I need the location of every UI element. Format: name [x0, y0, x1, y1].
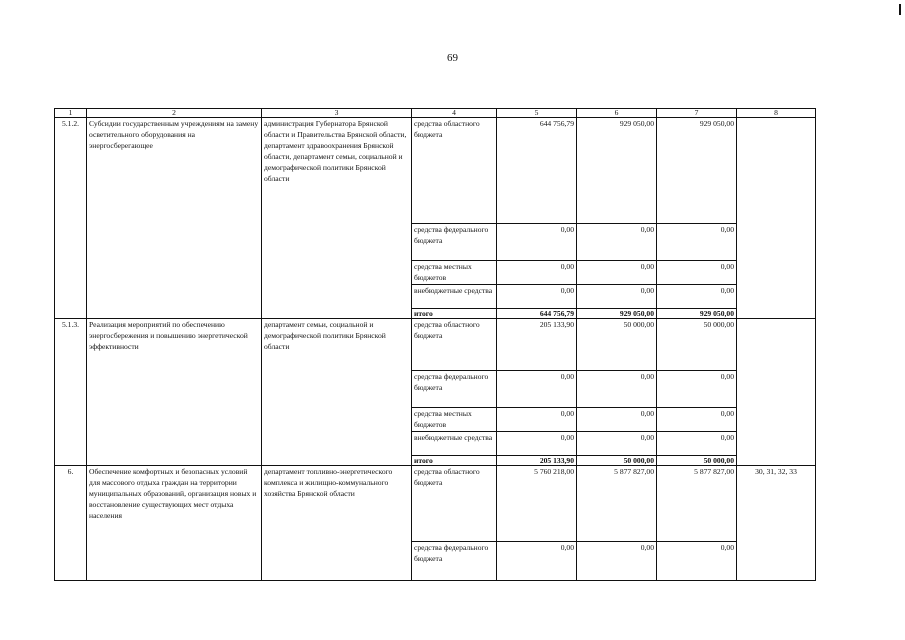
value-col6: 0,00 — [577, 371, 657, 408]
item-number: 5.1.3. — [55, 319, 87, 466]
total-col7: 50 000,00 — [657, 456, 737, 466]
value-col6: 0,00 — [577, 408, 657, 432]
table-row — [55, 466, 816, 542]
funding-source: средства федерального бюджета — [412, 542, 497, 581]
value-col5: 0,00 — [497, 408, 577, 432]
item-indicators — [737, 319, 816, 466]
item-name: Субсидии государственным учреждениям на замену осветительного оборудования на энергосберегающее — [87, 118, 262, 319]
item-name: Обеспечение комфортных и безопасных условий для массового отдыха граждан на территории муниципальных образований, организация новых и восстановление существующих мест отдыха населения — [87, 466, 262, 581]
funding-source: средства федерального бюджета — [412, 224, 497, 261]
item-number: 6. — [55, 466, 87, 581]
header-row — [55, 109, 816, 118]
total-col6: 929 050,00 — [577, 309, 657, 319]
value-col6: 0,00 — [577, 261, 657, 285]
value-col5: 0,00 — [497, 285, 577, 309]
value-col7: 0,00 — [657, 432, 737, 456]
header-cell: 8 — [737, 109, 816, 118]
value-col5: 0,00 — [497, 432, 577, 456]
item-name: Реализация мероприятий по обеспечению энергосбережения и повышению энергетической эффективности — [87, 319, 262, 466]
page-number: 69 — [447, 52, 458, 64]
value-col5: 644 756,79 — [497, 118, 577, 224]
item-indicators — [737, 118, 816, 319]
total-col5: 205 133,90 — [497, 456, 577, 466]
value-col7: 50 000,00 — [657, 319, 737, 371]
item-number: 5.1.2. — [55, 118, 87, 319]
header-cell: 7 — [657, 109, 737, 118]
value-col7: 0,00 — [657, 408, 737, 432]
value-col7: 0,00 — [657, 224, 737, 261]
value-col6: 0,00 — [577, 224, 657, 261]
funding-source: внебюджетные средства — [412, 432, 497, 456]
value-col5: 0,00 — [497, 542, 577, 581]
table-row — [55, 319, 816, 371]
value-col6: 5 877 827,00 — [577, 466, 657, 542]
funding-source: средства областного бюджета — [412, 466, 497, 542]
header-cell: 6 — [577, 109, 657, 118]
edge-mark — [899, 4, 901, 15]
funding-source: средства областного бюджета — [412, 118, 497, 224]
funding-source: средства местных бюджетов — [412, 261, 497, 285]
value-col5: 0,00 — [497, 261, 577, 285]
total-col7: 929 050,00 — [657, 309, 737, 319]
value-col7: 5 877 827,00 — [657, 466, 737, 542]
funding-source: средства местных бюджетов — [412, 408, 497, 432]
header-cell: 5 — [497, 109, 577, 118]
value-col6: 0,00 — [577, 542, 657, 581]
item-executor: департамент семьи, социальной и демографической политики Брянской области — [262, 319, 412, 466]
header-cell: 4 — [412, 109, 497, 118]
value-col5: 0,00 — [497, 224, 577, 261]
item-indicators: 30, 31, 32, 33 — [737, 466, 816, 581]
header-cell: 1 — [55, 109, 87, 118]
item-executor: администрация Губернатора Брянской области и Правительства Брянской области, департамент здравоохранения Брянской области, департамент семьи, социальной и демографической политики Брянской области — [262, 118, 412, 319]
value-col6: 929 050,00 — [577, 118, 657, 224]
header-cell: 3 — [262, 109, 412, 118]
value-col7: 0,00 — [657, 371, 737, 408]
value-col5: 0,00 — [497, 371, 577, 408]
value-col7: 0,00 — [657, 261, 737, 285]
funding-source: средства федерального бюджета — [412, 371, 497, 408]
value-col6: 0,00 — [577, 285, 657, 309]
value-col7: 0,00 — [657, 285, 737, 309]
funding-source: внебюджетные средства — [412, 285, 497, 309]
value-col7: 0,00 — [657, 542, 737, 581]
value-col6: 50 000,00 — [577, 319, 657, 371]
funding-source: средства областного бюджета — [412, 319, 497, 371]
value-col6: 0,00 — [577, 432, 657, 456]
budget-table — [54, 108, 816, 581]
table-row — [55, 118, 816, 224]
total-col5: 644 756,79 — [497, 309, 577, 319]
funding-source-total: итого — [412, 456, 497, 466]
value-col5: 5 760 218,00 — [497, 466, 577, 542]
total-col6: 50 000,00 — [577, 456, 657, 466]
funding-source-total: итого — [412, 309, 497, 319]
item-executor: департамент топливно-энергетического комплекса и жилищно-коммунального хозяйства Брянской области — [262, 466, 412, 581]
value-col5: 205 133,90 — [497, 319, 577, 371]
header-cell: 2 — [87, 109, 262, 118]
value-col7: 929 050,00 — [657, 118, 737, 224]
